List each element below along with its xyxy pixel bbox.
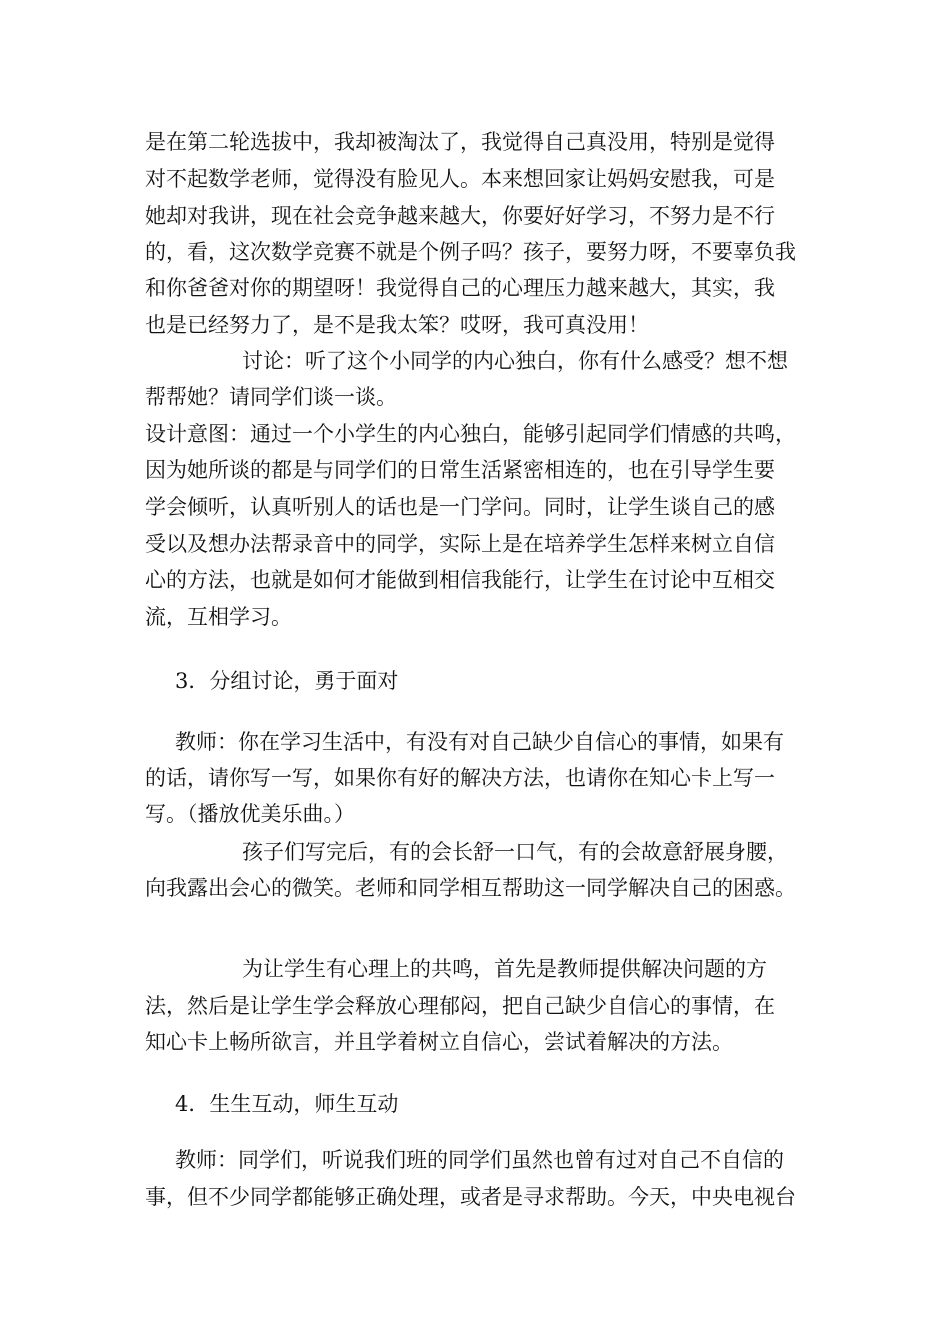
- text-line: 心的方法，也就是如何才能做到相信我能行，让学生在讨论中互相交: [145, 568, 775, 592]
- text-line: 流，互相学习。: [145, 605, 292, 629]
- text-line: 孩子们写完后，有的会长舒一口气，有的会故意舒展身腰，: [242, 840, 788, 864]
- text-line: 和你爸爸对你的期望呀！我觉得自己的心理压力越来越大，其实，我: [145, 276, 775, 300]
- text-line: 教师：同学们，听说我们班的同学们虽然也曾有过对自己不自信的: [175, 1148, 784, 1172]
- section-heading: 4．生生互动，师生互动: [175, 1092, 399, 1116]
- text-line: 设计意图：通过一个小学生的内心独白，能够引起同学们情感的共鸣，: [145, 422, 796, 446]
- text-line: 事，但不少同学都能够正确处理，或者是寻求帮助。今天，中央电视台: [145, 1185, 796, 1209]
- text-line: 因为她所谈的都是与同学们的日常生活紧密相连的，也在引导学生要: [145, 458, 775, 482]
- section-heading: 3．分组讨论，勇于面对: [175, 669, 399, 693]
- text-line: 教师：你在学习生活中，有没有对自己缺少自信心的事情，如果有: [175, 730, 784, 754]
- text-line: 受以及想办法帮录音中的同学，实际上是在培养学生怎样来树立自信: [145, 532, 775, 556]
- text-line: 对不起数学老师，觉得没有脸见人。本来想回家让妈妈安慰我，可是: [145, 167, 775, 191]
- text-line: 她却对我讲，现在社会竞争越来越大，你要好好学习，不努力是不行: [145, 204, 775, 228]
- text-line: 写。（播放优美乐曲。）: [145, 802, 355, 826]
- text-line: 的话，请你写一写，如果你有好的解决方法，也请你在知心卡上写一: [145, 766, 775, 790]
- text-line: 讨论：听了这个小同学的内心独白，你有什么感受？想不想: [242, 349, 788, 373]
- text-line: 法，然后是让学生学会释放心理郁闷，把自己缺少自信心的事情，在: [145, 994, 775, 1018]
- text-line: 是在第二轮选拔中，我却被淘汰了，我觉得自己真没用，特别是觉得: [145, 130, 775, 154]
- text-line: 学会倾听，认真听别人的话也是一门学问。同时，让学生谈自己的感: [145, 495, 775, 519]
- text-line: 也是已经努力了，是不是我太笨？哎呀，我可真没用！: [145, 313, 649, 337]
- text-line: 知心卡上畅所欲言，并且学着树立自信心，尝试着解决的方法。: [145, 1030, 733, 1054]
- text-line: 向我露出会心的微笑。老师和同学相互帮助这一同学解决自己的困惑。: [145, 876, 796, 900]
- text-line: 的，看，这次数学竞赛不就是个例子吗？孩子，要努力呀，不要辜负我: [145, 240, 796, 264]
- text-line: 帮帮她？请同学们谈一谈。: [145, 385, 397, 409]
- text-line: 为让学生有心理上的共鸣，首先是教师提供解决问题的方: [242, 957, 767, 981]
